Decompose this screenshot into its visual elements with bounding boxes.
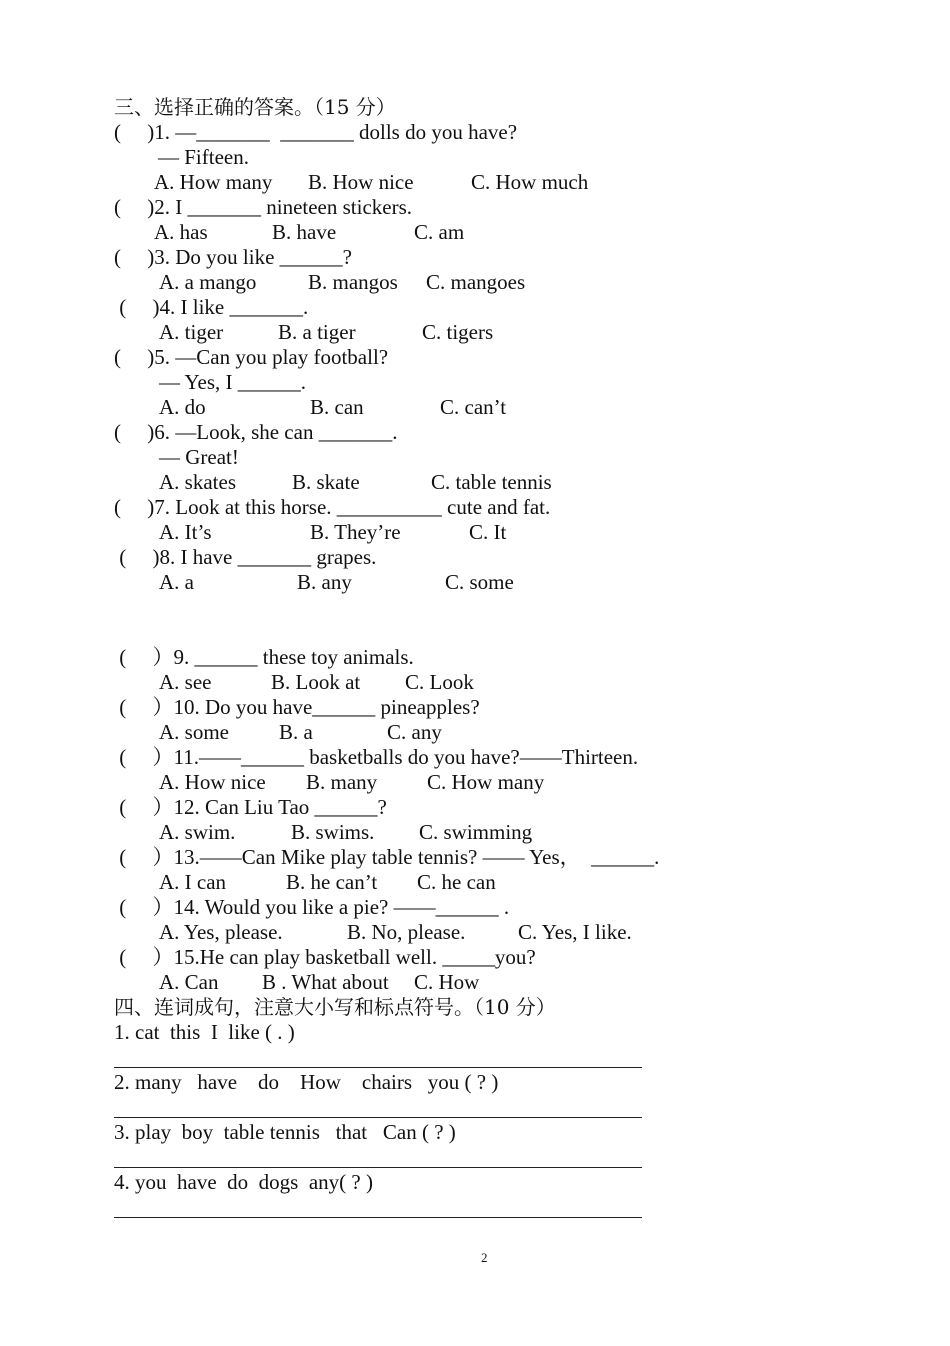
question-8-option-c: C. some (445, 570, 514, 594)
question-9-stem: ( ）9. ______ these toy animals. (114, 645, 414, 669)
question-11-option-c: C. How many (427, 770, 545, 794)
question-5-reply: — Yes, I ______. (159, 370, 307, 394)
question-5-option-c: C. can’t (440, 395, 507, 419)
question-13-option-a: A. I can (159, 870, 227, 894)
question-14-stem: ( ）14. Would you like a pie? ——______ . (114, 895, 510, 919)
question-2-option-c: C. am (414, 220, 465, 244)
question-12-option-a: A. swim. (159, 820, 236, 844)
question-6-reply: — Great! (159, 445, 239, 469)
question-7-stem: ( )7. Look at this horse. __________ cute and fat. (114, 495, 551, 519)
question-12-option-b: B. swims. (291, 820, 375, 844)
question-2-stem: ( )2. I _______ nineteen stickers. (114, 195, 413, 219)
sentence-item-3: 3. play boy table tennis that Can ( ? ) (114, 1120, 456, 1144)
question-9-option-c: C. Look (405, 670, 474, 694)
question-9-option-a: A. see (159, 670, 212, 694)
question-4-option-a: A. tiger (159, 320, 224, 344)
question-2-option-a: A. has (154, 220, 208, 244)
question-15-stem: ( ）15.He can play basketball well. _____you? (114, 945, 536, 969)
question-10-stem: ( ）10. Do you have______ pineapples? (114, 695, 480, 719)
question-11-stem: ( ）11.——______ basketballs do you have?——Thirteen. (114, 745, 639, 769)
answer-line-3 (114, 1167, 642, 1168)
question-15-option-c: C. How (414, 970, 480, 994)
question-2-option-b: B. have (272, 220, 337, 244)
question-13-stem: ( ）13.——Can Mike play table tennis? —— Yes， ______. (114, 845, 660, 869)
question-4-stem: ( )4. I like _______. (114, 295, 309, 319)
question-13-option-b: B. he can’t (286, 870, 378, 894)
question-10-option-a: A. some (159, 720, 229, 744)
question-14-option-b: B. No, please. (347, 920, 466, 944)
section3-heading: 三、选择正确的答案。（15 分） (114, 95, 396, 119)
question-1-stem: ( )1. —_______ _______ dolls do you have? (114, 120, 518, 144)
question-14-option-c: C. Yes, I like. (518, 920, 632, 944)
section4-heading: 四、连词成句，注意大小写和标点符号。（10 分） (114, 995, 556, 1019)
question-5-stem: ( )5. —Can you play football? (114, 345, 389, 369)
question-5-option-a: A. do (159, 395, 206, 419)
question-11-option-a: A. How nice (159, 770, 266, 794)
sentence-item-4: 4. you have do dogs any( ? ) (114, 1170, 373, 1194)
question-4-option-c: C. tigers (422, 320, 494, 344)
question-8-stem: ( )8. I have _______ grapes. (114, 545, 377, 569)
question-3-option-a: A. a mango (159, 270, 257, 294)
question-8-option-b: B. any (297, 570, 352, 594)
question-3-stem: ( )3. Do you like ______? (114, 245, 352, 269)
question-6-stem: ( )6. —Look, she can _______. (114, 420, 398, 444)
sentence-item-1: 1. cat this I like ( . ) (114, 1020, 295, 1044)
question-10-option-b: B. a (279, 720, 313, 744)
question-9-option-b: B. Look at (271, 670, 361, 694)
question-6-option-b: B. skate (292, 470, 360, 494)
question-1-reply: — Fifteen. (158, 145, 249, 169)
sentence-item-2: 2. many have do How chairs you ( ? ) (114, 1070, 499, 1094)
question-1-option-a: A. How many (154, 170, 273, 194)
question-3-option-c: C. mangoes (426, 270, 526, 294)
question-14-option-a: A. Yes, please. (159, 920, 283, 944)
question-6-option-c: C. table tennis (431, 470, 552, 494)
question-8-option-a: A. a (159, 570, 194, 594)
question-7-option-c: C. It (469, 520, 507, 544)
question-4-option-b: B. a tiger (278, 320, 356, 344)
question-6-option-a: A. skates (159, 470, 236, 494)
question-15-option-a: A. Can (159, 970, 219, 994)
question-10-option-c: C. any (387, 720, 442, 744)
question-12-stem: ( ）12. Can Liu Tao ______? (114, 795, 387, 819)
question-12-option-c: C. swimming (419, 820, 533, 844)
answer-line-4 (114, 1217, 642, 1218)
question-11-option-b: B. many (306, 770, 378, 794)
question-5-option-b: B. can (310, 395, 364, 419)
question-7-option-a: A. It’s (159, 520, 212, 544)
question-1-option-b: B. How nice (308, 170, 414, 194)
question-7-option-b: B. They’re (310, 520, 401, 544)
question-3-option-b: B. mangos (308, 270, 398, 294)
answer-line-1 (114, 1067, 642, 1068)
page-number: 2 (481, 1250, 488, 1265)
question-15-option-b: B . What about (262, 970, 389, 994)
question-1-option-c: C. How much (471, 170, 589, 194)
question-13-option-c: C. he can (417, 870, 496, 894)
answer-line-2 (114, 1117, 642, 1118)
